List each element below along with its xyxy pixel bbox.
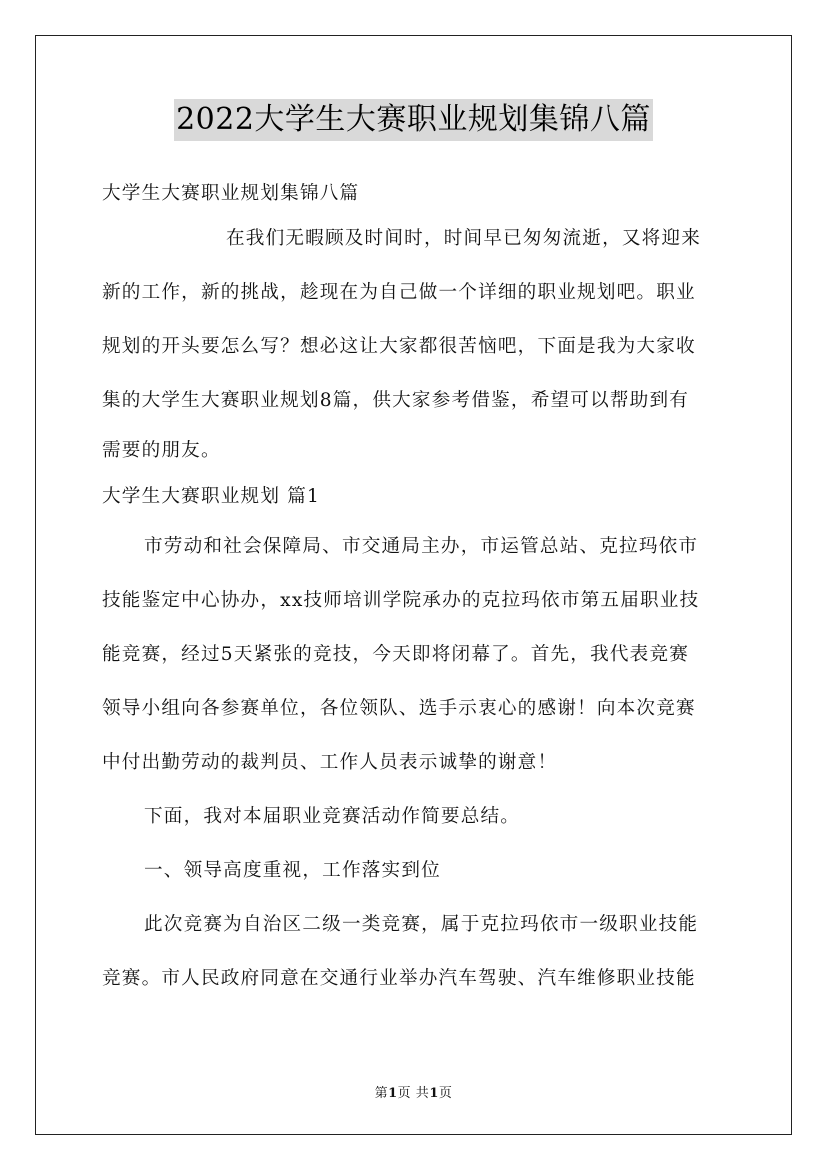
tail-line: 此次竞赛为自治区二级一类竞赛，属于克拉玛依市一级职业技能 [144,914,699,935]
body-line: 市劳动和社会保障局、市交通局主办，市运管总站、克拉玛依市 [144,536,699,557]
body-line: 技能鉴定中心协办，xx技师培训学院承办的克拉玛依市第五届职业技 [102,590,700,611]
intro-line: 需要的朋友。 [102,440,221,461]
body-line: 领导小组向各参赛单位，各位领队、选手示衷心的感谢！向本次竞赛 [102,698,696,719]
intro-line: 新的工作，新的挑战，趁现在为自己做一个详细的职业规划吧。职业 [102,282,696,303]
footer-prefix: 第 [374,1086,389,1101]
intro-line: 规划的开头要怎么写？想必这让大家都很苦恼吧，下面是我为大家收 [102,336,696,357]
body-line: 中付出勤劳动的裁判员、工作人员表示诚挚的谢意！ [102,752,558,773]
title-container [0,99,827,141]
intro-line: 集的大学生大赛职业规划8篇，供大家参考借鉴，希望可以帮助到有 [102,390,690,411]
footer-suffix: 页 [438,1086,453,1101]
intro-line: 在我们无暇顾及时间时，时间早已匆匆流逝，又将迎来 [226,228,702,249]
point-one-heading: 一、领导高度重视，工作落实到位 [144,860,441,881]
tail-line: 竞赛。市人民政府同意在交通行业举办汽车驾驶、汽车维修职业技能 [102,968,696,989]
footer-page-total: 1 [429,1086,439,1101]
footer-page-current: 1 [388,1086,398,1101]
summary-line: 下面，我对本届职业竞赛活动作简要总结。 [144,806,521,827]
footer-mid: 页 共 [397,1086,430,1101]
document-title: 2022大学生大赛职业规划集锦八篇 [174,99,653,141]
page-footer [0,1082,827,1101]
document-subtitle: 大学生大赛职业规划集锦八篇 [102,183,360,204]
document-body [102,176,726,1006]
body-line: 能竞赛，经过5天紧张的竞技，今天即将闭幕了。首先，我代表竞赛 [102,644,690,665]
section-heading: 大学生大赛职业规划 篇1 [102,486,321,507]
